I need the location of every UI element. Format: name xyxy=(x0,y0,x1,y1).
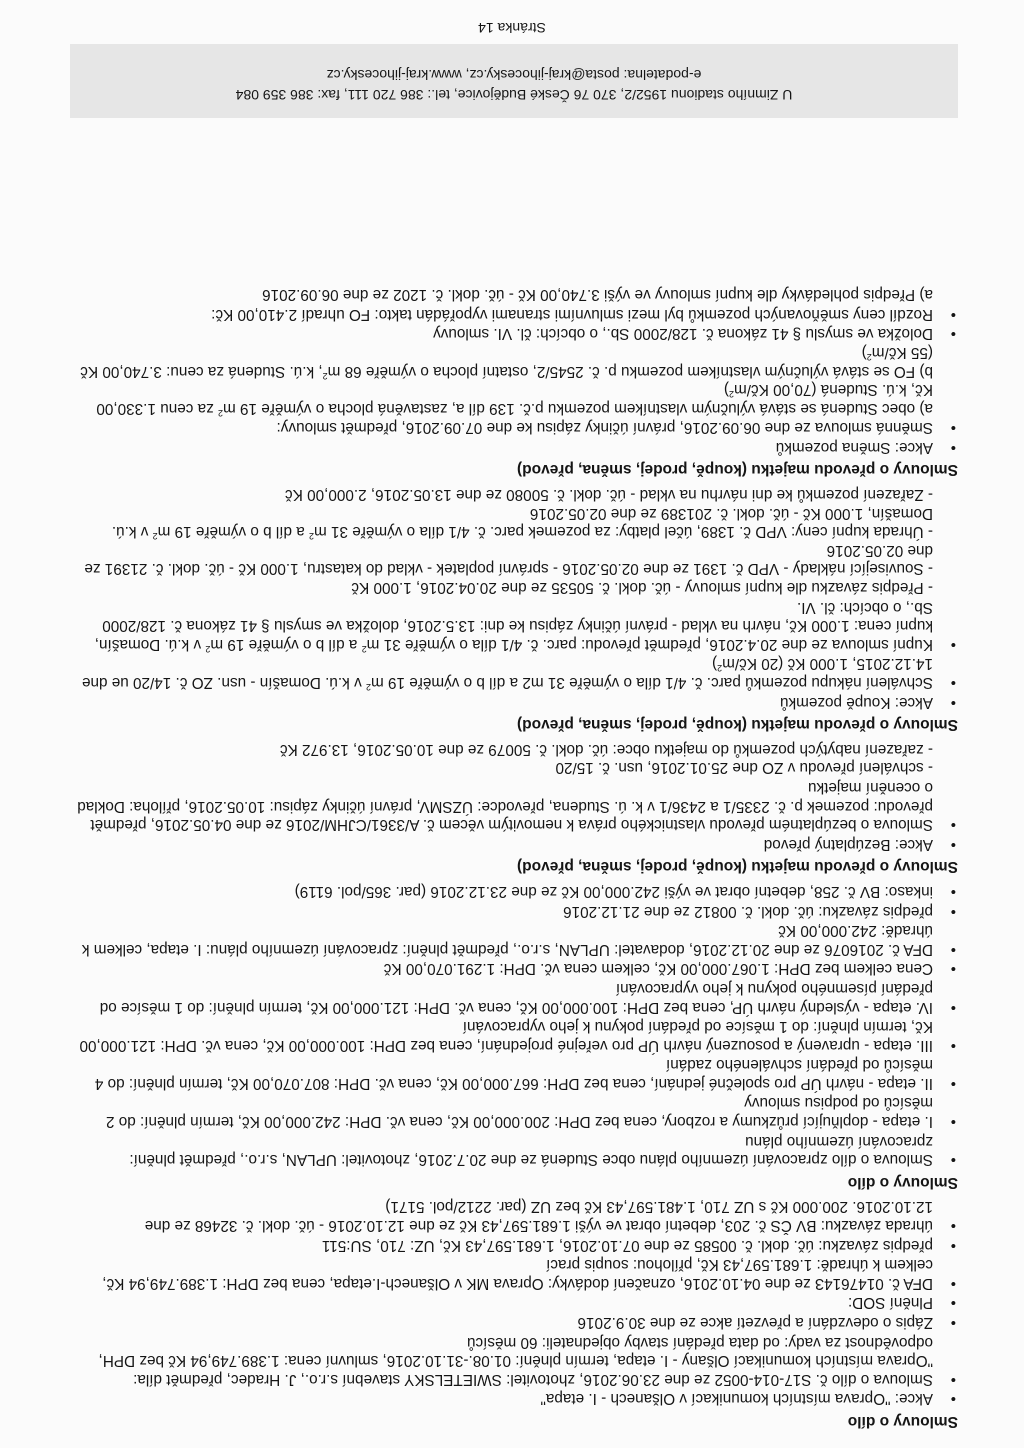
list-item: • Cena celkem bez DPH: 1.067.000,00 Kč, celkem cena vč. DPH: 1.291.070,00 Kč xyxy=(74,959,956,978)
text-line: - Související náklady - VPD č. 1391 ze dne 02.05.2016 - správní poplatek - vklad do katastru, 1.000 Kč - úč. dokl. č. 21391 ze dne 02.05.2016 xyxy=(84,541,933,578)
list-item: • Směnná smlouva ze dne 06.09.2016, právní účinky zápisu ke dne 07.09.2016, předmět smlouvy: xyxy=(74,418,956,437)
list-dilo-2 xyxy=(74,881,956,1168)
list-prevod-3 xyxy=(74,418,956,456)
text-line: - Předpis závazku dle kupní smlouvy - úč. dokl. č. 50535 ze dne 20.04.2016, 1.000 Kč xyxy=(351,579,933,597)
superscript: 2 xyxy=(717,663,723,674)
list-item: • Zápis o odevzdání a převzetí akce ze dne 30.9.2016 xyxy=(74,1312,956,1331)
list-item: • Akce: Koupě pozemků xyxy=(74,692,956,711)
text-part: ) xyxy=(711,655,718,673)
list-item: • II. etapa - návrh ÚP pro společné jednání, cena bez DPH: 667.000,00 Kč, cena vč. DPH: 807.070,00 Kč, termín plnění: do 4 měsíců od předání schváleného zadání xyxy=(74,1055,956,1092)
section-heading-dilo: Smlouvy o dílo xyxy=(847,1413,958,1430)
list-prevod-1 xyxy=(74,777,956,852)
text-line: - schválení převodu v ZO dne 25.01.2016, usn. č. 15/20 xyxy=(555,759,933,777)
text-part: ) xyxy=(861,343,867,361)
text-line: - zařazení nabytých pozemků do majetku obce: úč. dokl. č. 50079 ze dne 10.05.2016, 13.972 Kč xyxy=(279,740,933,758)
list-item: • předpis závazku: úč. dokl. č. 00585 ze dne 07.10.2016, 1.681.597,43 Kč, UZ: 710, SU:511 xyxy=(74,1235,956,1254)
superscript: 2 xyxy=(218,407,224,418)
section-heading-prevod-2: Smlouvy o převodu majetku (koupě, prodej, směna, převod) xyxy=(517,716,958,734)
list-item: • Akce: Bezúplatný převod xyxy=(74,834,956,853)
list-item: • DFA č. 0147614З ze dne 04.10.2016, označení dodávky: Oprava MK v Olšanech-I.etapa, cena bez DPH: 1.389.749,94 Kč, celkem k úhradě: 1.681.597,43 Kč, přílohou: soupis prací xyxy=(74,1255,956,1292)
text-part: b) FO se stává výlučným vlastníkem pozemku p. č. 2545/2, ostatní plocha o výměře 68 m xyxy=(327,362,933,380)
list-item: • Smlouva o bezúplatném převodu vlastnického práva k nemovitým věcem č. A/3361/CJHM/2016 ze dne 04.05.2016, předmět převodu: pozemek p. č. 2335/1 a 2436/1 v k. ú. Studena, převodce: ÚZSMV, právní účinky zápisu: 10.05.2016, příloha: Doklad o ocenění majetku xyxy=(74,777,956,833)
superscript: 2 xyxy=(322,370,328,381)
superscript: 2 xyxy=(729,389,735,400)
page-number: Stránka 14 xyxy=(478,20,546,36)
text-line xyxy=(74,503,956,540)
list-item: • Rozdíl ceny směňovaných pozemků byl mezi smluvními stranami vypořádán takto: FO uhradí 2.410,00 Kč: xyxy=(74,304,956,323)
text-part: Kupní smlouva ze dne 20.4.2016, předmět převodu: parc. č. 4/1 díla o výměře 31 m xyxy=(366,635,933,653)
list-item: • III. etapa - upravený a posouzený návrh ÚP pro veřejné projednání, cena bez DPH: 100.000,00 Kč, cena vč. DPH: 121.000,00 Kč, termín plnění: do 1 měsíce od předání pokynu k jeho vypracování xyxy=(74,1017,956,1054)
superscript: 2 xyxy=(866,352,872,363)
text-part: , k.ú. Studená za cenu: 3.740,00 Kč (55 Kč/m xyxy=(80,343,933,380)
list-item: • IV. etapa - výsledný návrh ÚP, cena bez DPH: 100.000,00 Kč, cena vč. DPH: 121.000,00 Kč, termín plnění: do 1 měsíce od předání písemného pokynu k jeho vypracování xyxy=(74,978,956,1015)
text-part: v k.ú. Domašín, 1.000 Kč - úč. dokl. č. 201389 ze dne 02.05.2016 xyxy=(111,504,933,541)
text-part: Schválení nákupu pozemků parc. č. 4/1 díla o výměře 31 m2 a díl b o výměře 19 m xyxy=(370,674,933,692)
text-line xyxy=(74,380,956,417)
list-item xyxy=(74,654,956,691)
list-item xyxy=(74,597,956,653)
text-part: - Úhrada kupní ceny: VPD č. 1389, účel platby: za pozemek parc. č. 4/1 díla o výměře 31 m xyxy=(314,523,933,541)
superscript: 2 xyxy=(309,531,315,542)
text-part: za cenu 1.330,00 Kč, k.ú. Studená (70,00 Kč/m xyxy=(96,381,933,417)
text-line: - Zařazení pozemků ke dni návrhu na vklad - úč. dokl. č. 50080 ze dne 13.05.2016, 2.000,00 Kč xyxy=(285,486,933,504)
list-prevod-2 xyxy=(74,597,956,711)
list-item: • úhrada závazku: BV ČS č. 203, debetní obrat ve výši 1.681.597,43 Kč ze dne 12.10.2016 - úč. dokl. č. 32468 ze dne 12.10.2016. 200.000 Kč s UZ 710, 1.481.597,43 Kč bez UZ (par. 2212/pol. 5171) xyxy=(74,1197,956,1234)
section-heading-prevod-1: Smlouvy o převodu majetku (koupě, prodej, směna, převod) xyxy=(517,858,958,876)
list-item: • DFA č. 2016076 ze dne 20.12.2016, dodavatel: UPLAN, s.r.o., předmět plnění: zpracování územního plánu: I. etapa, celkem k úhradě: 242.000,00 Kč xyxy=(74,921,956,958)
page-content xyxy=(74,285,956,1436)
text-part: ) xyxy=(723,381,730,399)
list-item: • Smlouva o dílo zpracování územního plánu obce Studená ze dne 20.7.2016, zhotovitel: UPLAN, s.r.o., předmět plnění: zpracování územního plánu xyxy=(74,1131,956,1168)
text-part: a díl b o výměře 19 m xyxy=(157,523,309,541)
list-item: • Plnění SOD: xyxy=(74,1293,956,1312)
list-item: • Smlouva o dílo č. S17-014-0052 ze dne 23.06.2016, zhotovitel: SWIETELSKY stavební s.r.o., J. Hradec, předmět díla: "Oprava místních komunikací Olšany - I. etapa, termín plnění: 01.08.-31.10.2016, smluvní cena: 1.389.749,94 Kč bez DPH, odpovědnost za vady: od data předání stavby objednateli: 60 měsíců xyxy=(74,1332,956,1388)
list-prevod-3b xyxy=(74,304,956,342)
list-item: • předpis závazku: úč. dokl. č. 00812 ze dne 21.12.2016 xyxy=(74,901,956,920)
section-heading-prevod-3: Smlouvy o převodu majetku (koupě, prodej, směna, převod) xyxy=(517,461,958,479)
list-item: • I. etapa - doplňující průzkumy a rozbory, cena bez DPH: 200.000,00 Kč, cena vč. DPH: 242.000,00 Kč, termín plnění: do 2 měsíců od podpisu smlouvy xyxy=(74,1093,956,1130)
superscript: 2 xyxy=(365,682,371,693)
text-part: a) obec Studená se stává výlučným vlastníkem pozemku p.č. 139 díl a, zastavěná plocha o výměře 19 m xyxy=(223,399,933,417)
text-line: a) Předpis pohledávky dle kupní smlouvy ve výši 3.740,00 Kč - úč. dokl. č. 1202 ze dne 06.09.2016 xyxy=(262,286,933,304)
superscript: 2 xyxy=(361,643,367,654)
superscript: 2 xyxy=(205,643,211,654)
footer-contact: e-podatelna: posta@kraj-jihocesky.cz, www.kraj-jihocesky.cz xyxy=(326,67,702,83)
section-heading-dilo-2: Smlouvy o dílo xyxy=(847,1173,958,1191)
footer-address: U Zimního stadionu 1952/2, 370 76 České Budějovice, tel.: 386 720 111, fax: 386 359 084 xyxy=(235,87,793,103)
list-item: • Akce: "Oprava místních komunikací v Olšanech - I. etapa" xyxy=(74,1389,956,1408)
text-part: v k.ú. Domašín - usn. ZO č. 14/20 ue dne 14.12.2015, 1.000 Kč (20 Kč/m xyxy=(81,655,933,692)
list-item: • inkaso: BV č. 258, debetní obrat ve výši 242.000,00 Kč ze dne 23.12.2016 (par. 365/pol. 6119) xyxy=(74,881,956,900)
list-dilo-1 xyxy=(74,1197,956,1408)
superscript: 2 xyxy=(152,531,158,542)
text-part: v k.ú. Domašín, kupní cena: 1.000 Kč, návrh na vklad - právní účinky zápisu ke dni: 13.5.2016, doložka ve smyslu § 41 zákona č. 128/2000 Sb., o obcích: čl. VI. xyxy=(94,598,933,653)
address-footer xyxy=(70,44,958,118)
list-item: • Akce: Směna pozemků xyxy=(74,437,956,456)
text-line xyxy=(74,342,956,379)
list-item: • Doložka ve smyslu § 41 zákona č. 128/2000 Sb., o obcích: čl. VI. smlouvy xyxy=(74,324,956,343)
text-part: a díl b o výměře 19 m xyxy=(210,635,362,653)
